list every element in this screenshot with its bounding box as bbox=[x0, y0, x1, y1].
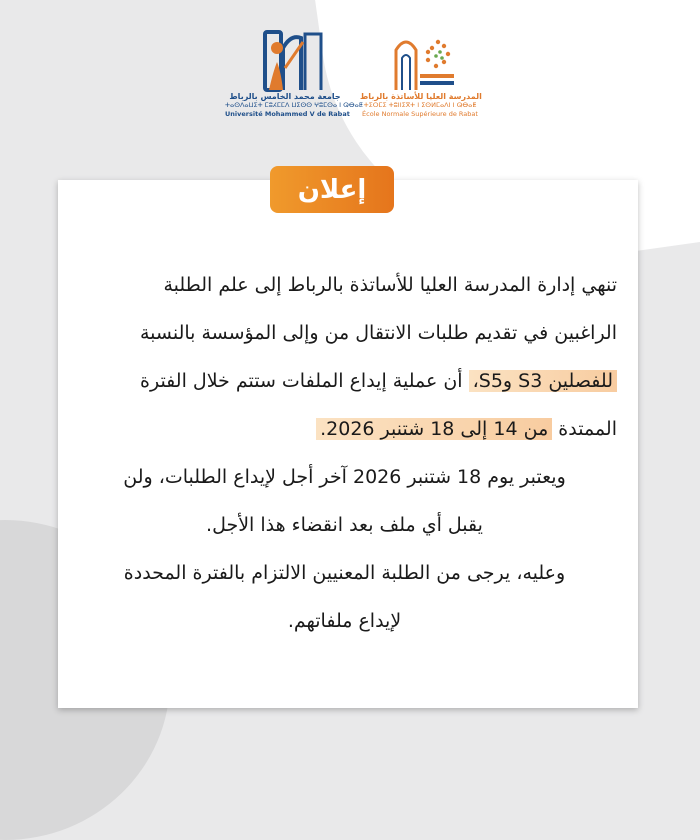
um5-emblem-icon bbox=[225, 28, 345, 92]
announcement-line-1: تنهي إدارة المدرسة العليا للأساتذة بالرباط إلى علم الطلبة bbox=[163, 274, 617, 296]
announcement-line-2: الراغبين في تقديم طلبات الانتقال من وإلى المؤسسة بالنسبة bbox=[139, 322, 617, 344]
highlight-semesters: للفصلين S3 وS5، bbox=[469, 370, 617, 392]
um5-tifinagh-name: ⵜⴰⵙⴷⴰⵡⵉⵜ ⵎⵓⵃⵎⵎⴷ ⵡⵉⵙⵙ ⵖⵓⵎⵙⴰ ⵏ ⵕⴱⴰⵟ bbox=[225, 101, 363, 109]
announcement-line-4-text: الممتدة bbox=[552, 418, 617, 440]
um5-logo bbox=[225, 28, 363, 119]
ens-emblem-icon bbox=[360, 28, 480, 92]
header-logos bbox=[225, 28, 480, 140]
announcement-line-4 bbox=[72, 412, 617, 460]
ens-french-name: École Normale Supérieure de Rabat bbox=[362, 110, 478, 118]
announcement-line-3 bbox=[72, 364, 617, 412]
highlight-period: من 14 إلى 18 شتنبر 2026. bbox=[316, 418, 552, 440]
announcement-line-6: يقبل أي ملف بعد انقضاء هذا الأجل. bbox=[206, 514, 483, 536]
announcement-badge: إعلان bbox=[270, 166, 394, 213]
announcement-line-8: لإيداع ملفاتهم. bbox=[287, 610, 402, 632]
announcement-line-7: وعليه، يرجى من الطلبة المعنيين الالتزام بالفترة المحددة bbox=[123, 562, 566, 584]
um5-french-name: Université Mohammed V de Rabat bbox=[225, 110, 350, 118]
announcement-line-5: ويعتبر يوم 18 شتنبر 2026 آخر أجل لإيداع الطلبات، ولن bbox=[123, 466, 566, 488]
ens-arabic-name: المدرسة العليا للأساتذة بالرباط bbox=[360, 92, 482, 101]
announcement-body bbox=[72, 268, 617, 652]
um5-arabic-name: جامعة محمد الخامس بالرباط bbox=[229, 92, 341, 101]
ens-tifinagh-name: ⵜⵉⵔⵎⵉ ⵜⵓⵏⵏⵉⴳⵜ ⵏ ⵉⵙⵍⵎⴰⴷⵏ ⵏ ⵕⴱⴰⵟ bbox=[363, 101, 477, 109]
ens-logo bbox=[360, 28, 480, 119]
announcement-line-3-text: أن عملية إيداع الملفات ستتم خلال الفترة bbox=[140, 370, 469, 392]
